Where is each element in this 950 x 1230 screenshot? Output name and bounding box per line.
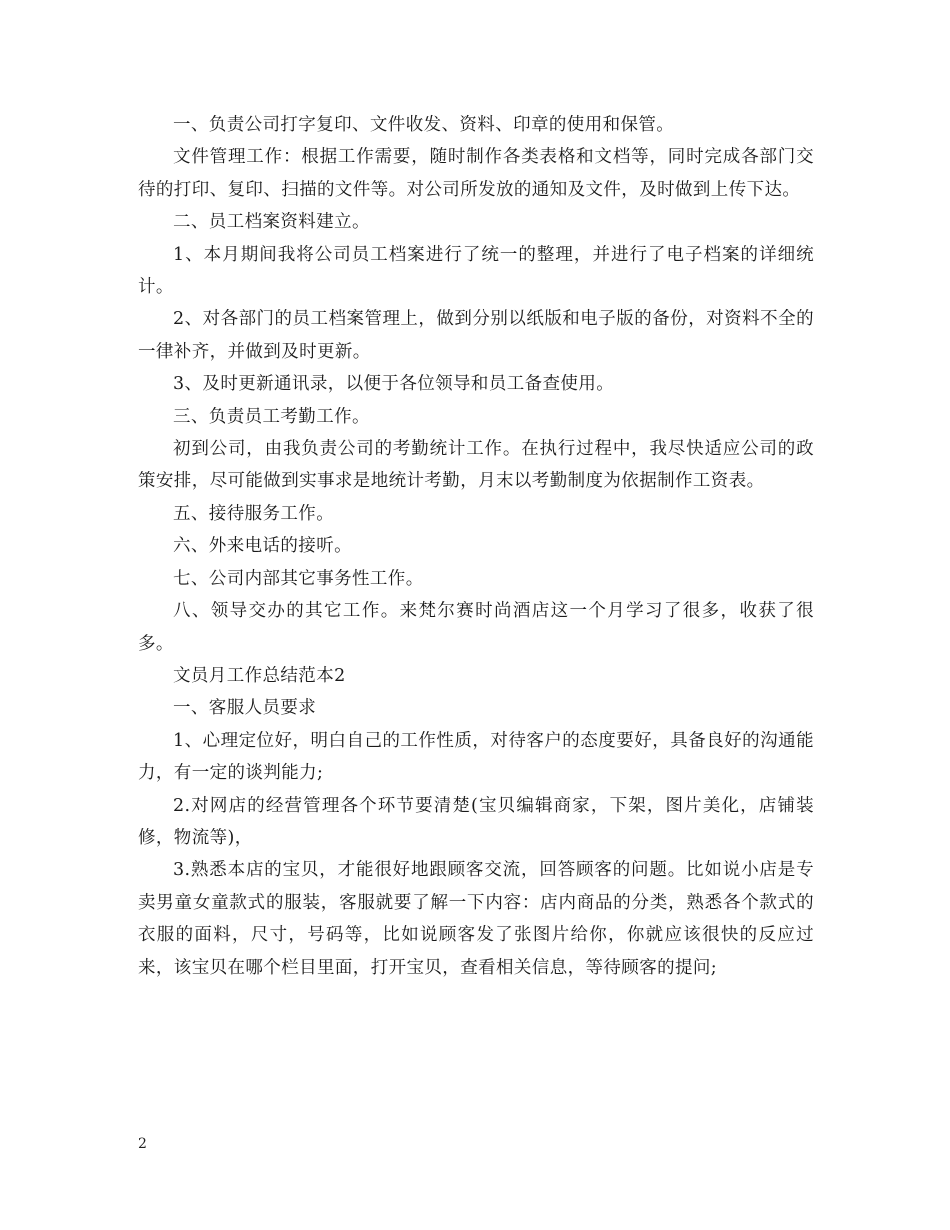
paragraph-9: 五、接待服务工作。 xyxy=(173,503,335,524)
paragraph-6: 3、及时更新通讯录，以便于各位领导和员工备查使用。 xyxy=(173,374,615,395)
paragraph-10: 六、外来电话的接听。 xyxy=(173,536,352,557)
paragraph-8: 初到公司，由我负责公司的考勤统计工作。在执行过程中，我尽快适应公司的政策安排，尽可能做到实事求是地统计考勤，月末以考勤制度为依据制作工资表。 xyxy=(138,439,814,492)
paragraph-2: 文件管理工作：根据工作需要，随时制作各类表格和文档等，同时完成各部门交待的打印、复印、扫描的文件等。对公司所发放的通知及文件，及时做到上传下达。 xyxy=(138,147,814,200)
paragraph-5: 2、对各部门的员工档案管理上，做到分别以纸版和电子版的备份，对资料不全的一律补齐，并做到及时更新。 xyxy=(138,309,814,362)
paragraph-3: 二、员工档案资料建立。 xyxy=(173,212,370,233)
paragraph-1: 一、负责公司打字复印、文件收发、资料、印章的使用和保管。 xyxy=(173,115,675,135)
paragraph-7: 三、负责员工考勤工作。 xyxy=(173,406,370,427)
section-heading: 文员月工作总结范本2 xyxy=(173,665,346,686)
paragraph-15: 1、心理定位好，明白自己的工作性质，对待客户的态度要好，具备良好的沟通能力，有一定的谈判能力; xyxy=(138,730,814,784)
paragraph-16: 2.对网店的经营管理各个环节要清楚(宝贝编辑商家，下架，图片美化，店铺装修，物流等)， xyxy=(138,795,814,848)
document-body xyxy=(138,109,814,984)
page-number: 2 xyxy=(138,1136,147,1152)
paragraph-4: 1、本月期间我将公司员工档案进行了统一的整理，并进行了电子档案的详细统计。 xyxy=(138,244,814,298)
paragraph-17: 3.熟悉本店的宝贝，才能很好地跟顾客交流，回答顾客的问题。比如说小店是专卖男童女童款式的服装，客服就要了解一下内容：店内商品的分类，熟悉各个款式的衣服的面料，尺寸，号码等，比如说顾客发了张图片给你，你就应该很快的反应过来，该宝贝在哪个栏目里面，打开宝贝，查看相关信息，等待顾客的提问; xyxy=(138,860,814,978)
paragraph-14: 一、客服人员要求 xyxy=(173,698,317,719)
paragraph-11: 七、公司内部其它事务性工作。 xyxy=(173,568,424,589)
paragraph-12: 八、领导交办的其它工作。来梵尔赛时尚酒店这一个月学习了很多，收获了很多。 xyxy=(138,601,814,654)
